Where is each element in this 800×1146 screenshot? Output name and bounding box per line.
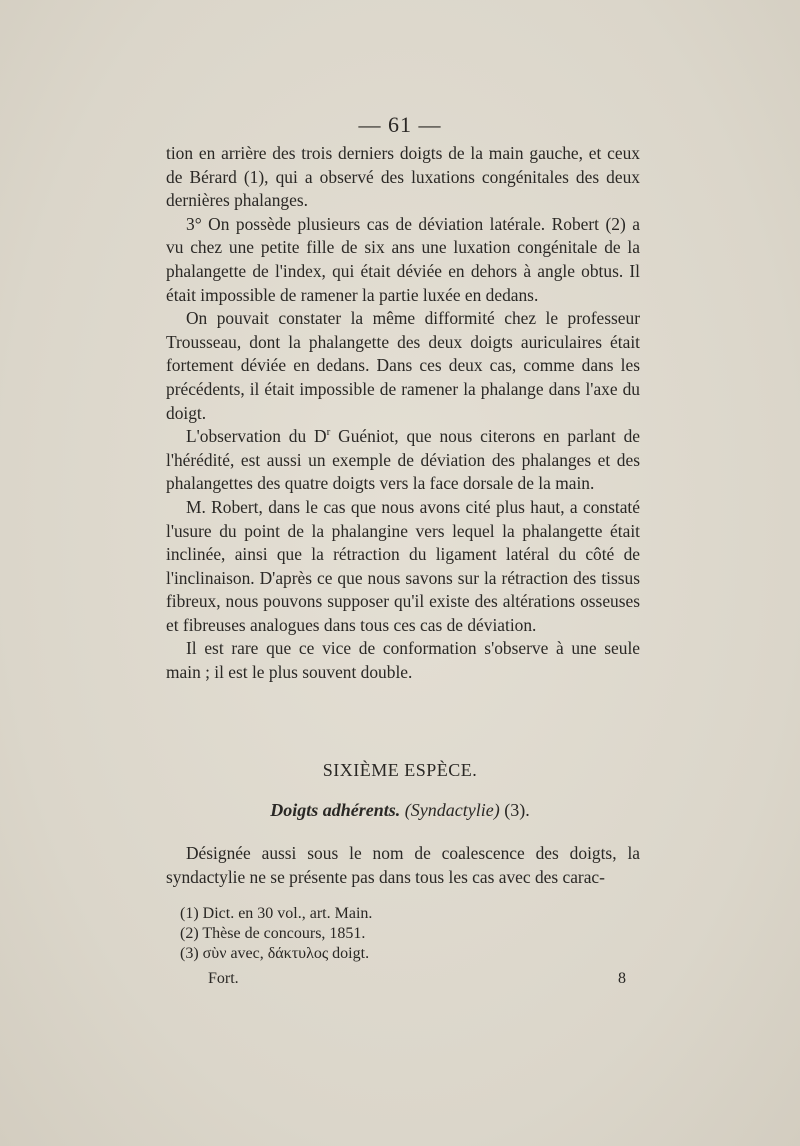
paragraph-text: L'observation du D — [186, 426, 327, 447]
paragraph: On pouvait constater la même difformité chez le professeur Trousseau, dont la phalangette des deux doigts auriculaires était fortement déviée en dedans. Dans ces deux cas, comme dans les précédents, il était impossible de ramener la phalange dans l'axe du doigt. — [166, 308, 640, 423]
footnote: (3) σὺν avec, δάκτυλος doigt. — [180, 945, 370, 962]
paragraph-text: Guéniot, que nous citerons en parlant de l'hérédité, est aussi un exemple de déviation des phalanges et des phalangettes des quatre doigts vers la face dorsale de la main. — [166, 426, 640, 494]
subtitle-bold: Doigts adhérents. — [270, 800, 401, 820]
paragraph: M. Robert, dans le cas que nous avons cité plus haut, a constaté l'usure du point de la phalangine vers lequel la phalangette était inclinée, ainsi que la rétraction du ligament latéral du côté de l'inclinaison. D'après ce que nous savons sur la rétraction des tissus fibreux, nous pouvons supposer qu'il existe des altérations osseuses et fibreuses analogues dans tous ces cas de déviation. — [166, 496, 640, 635]
subtitle-italic: (Syndactylie) — [404, 800, 500, 820]
paragraph: 3° On possède plusieurs cas de déviation latérale. Robert (2) a vu chez une petite fille de six ans une luxation congénitale de la phalangette de l'index, qui était déviée en dehors à angle obtus. Il était impossible de ramener la partie luxée en dedans. — [166, 213, 640, 305]
subtitle-ref: (3). — [504, 800, 530, 820]
section-subtitle — [0, 800, 800, 821]
superscript: r — [326, 426, 331, 439]
signature-mark: Fort. — [208, 970, 239, 987]
paragraph: tion en arrière des trois derniers doigts de la main gauche, et ceux de Bérard (1), qui a observé des luxations congénitales des deux dernières phalanges. — [166, 143, 640, 211]
page-number: — 61 — — [358, 112, 442, 137]
main-text — [166, 142, 640, 685]
paragraph — [166, 425, 640, 496]
footnotes — [180, 904, 640, 964]
section-text — [166, 842, 640, 889]
footnote: (2) Thèse de concours, 1851. — [180, 925, 366, 942]
section-title: SIXIÈME ESPÈCE. — [322, 760, 478, 780]
footnote: (1) Dict. en 30 vol., art. Main. — [180, 905, 373, 922]
signature-number: 8 — [618, 970, 626, 987]
paragraph: Il est rare que ce vice de conformation s'observe à une seule main ; il est le plus souvent double. — [166, 638, 640, 683]
paragraph: Désignée aussi sous le nom de coalescence des doigts, la syndactylie ne se présente pas dans tous les cas avec des carac- — [166, 843, 640, 887]
